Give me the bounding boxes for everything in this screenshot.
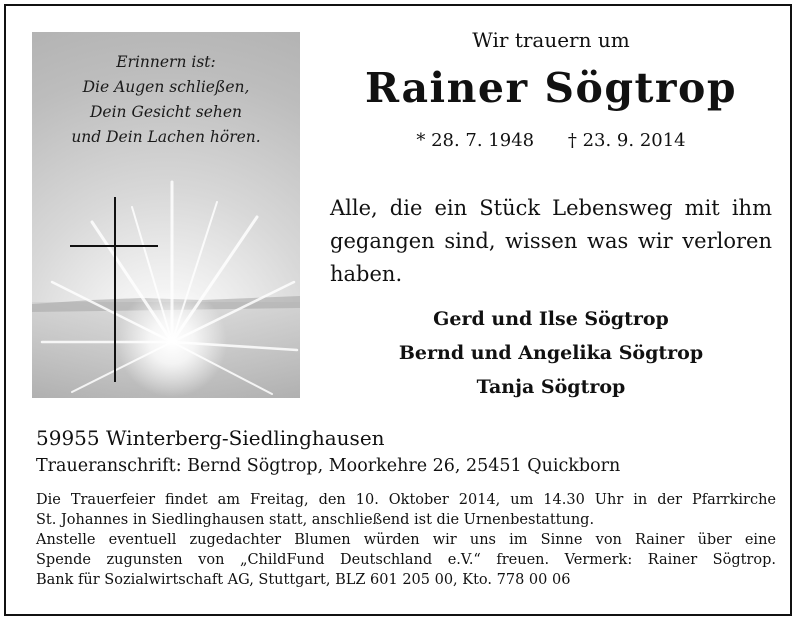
mourner-name: Tanja Sögtrop <box>476 376 626 398</box>
quote-line: Die Augen schließen, <box>82 78 250 96</box>
mourners-list <box>326 302 776 404</box>
memorial-quote <box>32 50 300 150</box>
mourner-name: Gerd und Ilse Sögtrop <box>433 308 669 330</box>
ceremony-line: Anstelle eventuell zugedachter Blumen würden wir uns im Sinne von Rainer über eine <box>36 532 776 548</box>
ceremony-details <box>36 490 776 590</box>
cross-bar <box>70 245 158 247</box>
ceremony-line: Bank für Sozialwirtschaft AG, Stuttgart, BLZ 601 205 00, Kto. 778 00 06 <box>36 572 571 588</box>
ceremony-line: Die Trauerfeier findet am Freitag, den 10. Oktober 2014, um 14.30 Uhr in der Pfarrkirche <box>36 492 776 508</box>
location-line: 59955 Winterberg-Siedlinghausen <box>36 426 385 450</box>
deceased-name: Rainer Sögtrop <box>364 64 738 112</box>
death-date: † 23. 9. 2014 <box>567 130 686 151</box>
mourner-name: Bernd und Angelika Sögtrop <box>398 342 704 364</box>
memorial-photo <box>32 32 300 398</box>
quote-line: und Dein Lachen hören. <box>71 128 261 146</box>
quote-line: Dein Gesicht sehen <box>89 103 243 121</box>
cross-icon <box>114 197 116 382</box>
intro-text: Wir trauern um <box>472 28 630 52</box>
farewell-text: Alle, die ein Stück Lebensweg mit ihm gegangen sind, wissen was wir verloren haben. <box>330 196 772 286</box>
quote-line: Erinnern ist: <box>116 53 216 71</box>
life-dates <box>326 130 776 151</box>
birth-date: * 28. 7. 1948 <box>416 130 535 151</box>
mourning-address: Traueranschrift: Bernd Sögtrop, Moorkehre 26, 25451 Quickborn <box>36 456 621 476</box>
ceremony-line: St. Johannes in Siedlinghausen statt, anschließend ist die Urnenbestattung. <box>36 512 595 528</box>
obituary-notice <box>4 4 792 616</box>
ceremony-line: Spende zugunsten von „ChildFund Deutschland e.V.“ freuen. Vermerk: Rainer Sögtrop. <box>36 552 776 568</box>
